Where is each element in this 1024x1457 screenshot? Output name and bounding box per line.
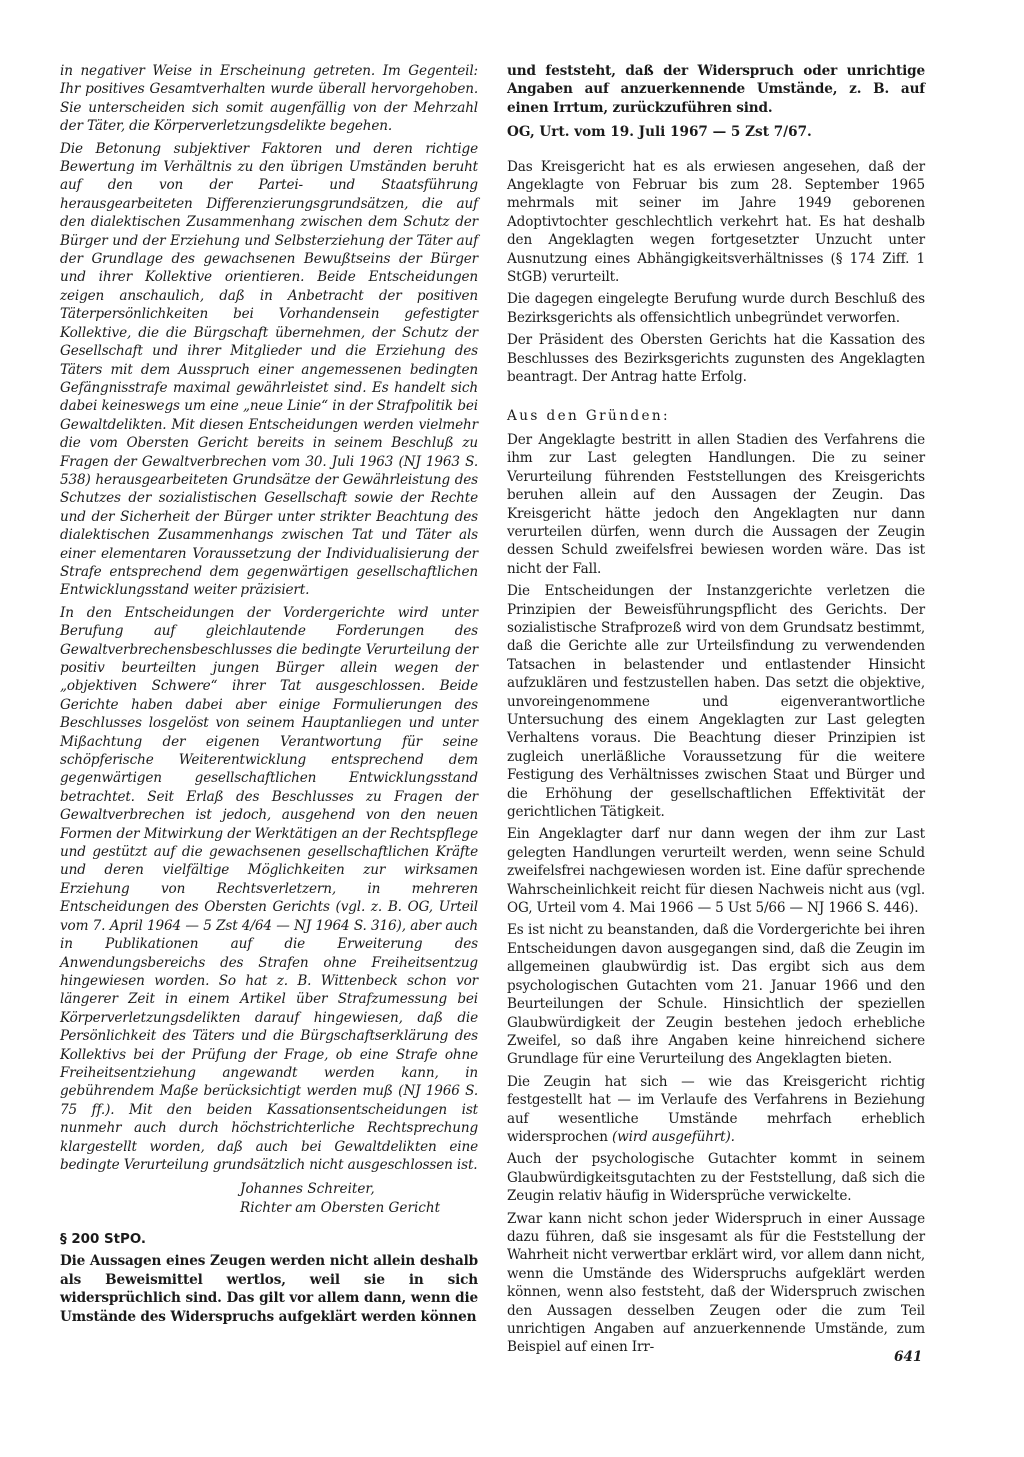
right-column <box>507 62 925 1361</box>
witness-paragraph-text: Die Zeugin hat sich — wie das Kreisgericht richtig festgestellt hat — im Verlaufe des Verfahrens in Beziehung auf wesentliche Umstände mehrfach erheblich widersprochen <box>507 1073 925 1145</box>
right-paragraph-8 <box>507 1073 925 1147</box>
omission-note: (wird ausgeführt). <box>611 1128 735 1145</box>
right-paragraph-6: Ein Angeklagter darf nur dann wegen der ihm zur Last gelegten Handlungen verurteilt werden, wenn seine Schuld zweifelsfrei nachgewiesen worden ist. Eine dafür sprechende Wahrscheinlichkeit reicht für diesen Nachweis nicht aus (vgl. OG, Urteil vom 4. Mai 1966 — 5 Ust 5/66 — NJ 1966 S. 446). <box>507 826 925 917</box>
page-number: 641 <box>894 1349 923 1365</box>
headnote: Die Aussagen eines Zeugen werden nicht allein deshalb als Beweismittel wertlos, weil sie in sich widersprüchlich sind. Das gilt vor allem dann, wenn die Umstände des Widerspruchs aufgeklärt werden können <box>60 1253 478 1325</box>
right-paragraph-5: Die Entscheidungen der Instanzgerichte verletzen die Prinzipien der Beweisführungspflicht des Gerichts. Der sozialistische Strafprozeß wird von dem Grundsatz bestimmt, daß die Gerichte alle zur Urteilsfindung zu verwendenden Tatsachen in belastender und entlastender Hinsicht aufzuklären und festzustellen haben. Das setzt die objektive, unvoreingenommene und eigenverantwortliche Untersuchung des einem Angeklagten zur Last gelegten Verhaltens voraus. Die Beachtung dieser Prinzipien ist zugleich unerläßliche Voraussetzung für die weitere Festigung des Verhältnisses zwischen Staat und Bürger und die Erhöhung der gesellschaftlichen Effektivität der gerichtlichen Tätigkeit. <box>507 583 925 821</box>
court-reference: OG, Urt. vom 19. Juli 1967 — 5 Zst 7/67. <box>507 124 812 141</box>
author-name: Johannes Schreiter, <box>240 1181 375 1198</box>
section-heading: § 200 StPO. <box>60 1232 147 1248</box>
author-signature <box>240 1180 478 1218</box>
left-paragraph-2: Die Betonung subjektiver Faktoren und deren richtige Bewertung im Verhältnis zu den übrigen Umständen beruht auf den von der Partei- und Staatsführung herausgearbeiteten Differenzierungsgrundsätzen, die auf den dialektischen Zusammenhang zwischen dem Schutz der Bürger und der Erziehung und Selbsterziehung der Täter auf der Grundlage des gewachsenen Bewußtseins der Bürger und ihrer Kollektive orientieren. Beide Entscheidungen zeigen anschaulich, daß in Anbetracht der positiven Täterpersönlichkeiten bei Vorhandensein gefestigter Kollektive, die die Bürgschaft übernehmen, der Schutz der Gesellschaft und ihrer Mitglieder und die Erziehung des Täters mit dem Ausspruch einer angemessenen bedingten Gefängnisstrafe maximal gewährleistet sind. Es handelt sich dabei keineswegs um eine „neue Linie“ in der Strafpolitik bei Gewaltdelikten. Mit diesen Entscheidungen werden vielmehr die vom Obersten Gericht bereits in seinem Beschluß zu Fragen der Gewaltverbrechen vom 30. Juli 1963 (NJ 1963 S. 538) herausgearbeiteten Grundsätze der Gewährleistung des Schutzes der sozialistischen Gesellschaft sowie der Rechte und der Sicherheit der Bürger unter strikter Beachtung des dialektischen Zusammenhangs zwischen Tat und Täter als einer elementaren Voraussetzung der Individualisierung der Strafe entsprechend dem gegenwärtigen gesellschaftlichen Entwicklungsstand weiter präzisiert. <box>60 140 478 599</box>
right-paragraph-2: Die dagegen eingelegte Berufung wurde durch Beschluß des Bezirksgerichts als offensichtlich unbegründet verworfen. <box>507 291 925 326</box>
right-paragraph-1: Das Kreisgericht hat es als erwiesen angesehen, daß der Angeklagte von Februar bis zum 28. September 1965 mehrmals mit seiner im Jahre 1949 geborenen Adoptivtochter geschlechtlich verkehrt hat. Es hat deshalb den Angeklagten wegen fortgesetzter Unzucht unter Ausnutzung eines Abhängigkeitsverhältnisses (§ 174 Ziff. 1 StGB) verurteilt. <box>507 158 925 286</box>
left-paragraph-3: In den Entscheidungen der Vordergerichte wird unter Berufung auf gleichlautende Forderungen des Gewaltverbrechensbeschlusses die bedingte Verurteilung der positiv beurteilten jungen Bürger allein wegen der „objektiven Schwere“ ihrer Tat ausgeschlossen. Beide Gerichte haben dabei aber einige Formulierungen des Beschlusses losgelöst von seinem Hauptanliegen und unter Mißachtung der eigenen Verantwortung für seine schöpferische Weiterentwicklung entsprechend dem gegenwärtigen gesellschaftlichen Entwicklungsstand betrachtet. Seit Erlaß des Beschlusses zu Fragen der Gewaltverbrechen ist jedoch, ausgehend von den neuen Formen der Mitwirkung der Werktätigen an der Rechtspflege und gestützt auf die gewachsenen gesellschaftlichen Kräfte und deren vielfältige Möglichkeiten zur wirksamen Erziehung von Rechtsverletzern, in mehreren Entscheidungen des Obersten Gerichts (vgl. z. B. OG, Urteil vom 7. April 1964 — 5 Zst 4/64 — NJ 1964 S. 316), aber auch in Publikationen auf die Erweiterung des Anwendungsbereichs des Strafen ohne Freiheitsentzug hingewiesen worden. So hat z. B. Wittenbeck schon vor längerer Zeit in einem Artikel über Strafzumessung bei Körperverletzungsdelikten darauf hingewiesen, daß die Persönlichkeit des Täters und die Bürgschaftserklärung des Kollektivs bei der Prüfung der Frage, ob eine Strafe ohne Freiheitsentziehung angewandt werden kann, in gebührendem Maße berücksichtigt werden muß (NJ 1966 S. 75 ff.). Mit den beiden Kassationsentscheidungen ist nunmehr auch durch höchstrichterliche Rechtsprechung klargestellt worden, daß auch bei Gewaltdelikten eine bedingte Verurteilung grundsätzlich nicht ausgeschlossen ist. <box>60 604 478 1173</box>
left-paragraph-1: in negativer Weise in Erscheinung getreten. Im Gegenteil: Ihr positives Gesamtverhalten wurde überall hervorgehoben. Sie unterscheiden sich somit augenfällig von der Mehrzahl der Täter, die Körperverletzungsdelikte begehen. <box>60 63 478 135</box>
headnote-continued: und feststeht, daß der Widerspruch oder unrichtige Angaben auf anzuerkennende Umstände, z. B. auf einen Irrtum, zurückzuführen sind. <box>507 63 925 116</box>
reasons-heading: Aus den Gründen: <box>507 407 671 424</box>
right-paragraph-9: Auch der psychologische Gutachter kommt in seinem Glaubwürdigkeitsgutachten zu der Feststellung, daß sich die Zeugin relativ häufig in Widersprüche verwickelte. <box>507 1151 925 1205</box>
author-title: Richter am Obersten Gericht <box>240 1200 441 1217</box>
right-paragraph-10: Zwar kann nicht schon jeder Widerspruch in einer Aussage dazu führen, daß sie insgesamt als für die Feststellung der Wahrheit nicht verwertbar erklärt wird, vor allem dann nicht, wenn die Umstände des Widerspruchs aufgeklärt werden können, wenn also feststeht, daß der Widerspruch zwischen den Aussagen desselben Zeugen oder die zum Teil unrichtigen Angaben auf anzuerkennende Umstände, zum Beispiel auf einen Irr- <box>507 1210 925 1356</box>
left-column <box>60 62 478 1330</box>
right-paragraph-4: Der Angeklagte bestritt in allen Stadien des Verfahrens die ihm zur Last gelegten Handlungen. Die zu seiner Verurteilung führenden Feststellungen des Kreisgerichts beruhen allein auf den Aussagen der Zeugin. Das Kreisgericht hätte jedoch den Angeklagten nur dann verurteilen dürfen, wenn durch die Aussagen der Zeugin dessen Schuld zweifelsfrei bewiesen worden wäre. Das ist nicht der Fall. <box>507 431 925 577</box>
right-paragraph-7: Es ist nicht zu beanstanden, daß die Vordergerichte bei ihren Entscheidungen davon ausgegangen sind, daß die Zeugin im allgemeinen glaubwürdig ist. Das ergibt sich aus dem psychologischen Gutachten vom 21. Januar 1966 und den Beurteilungen der Schule. Hinsichtlich der speziellen Glaubwürdigkeit der Zeugin bestehen jedoch erhebliche Zweifel, so daß ihre Angaben keine hinreichend sichere Grundlage für eine Verurteilung des Angeklagten bieten. <box>507 922 925 1068</box>
right-paragraph-3: Der Präsident des Obersten Gerichts hat die Kassation des Beschlusses des Bezirksgerichts zugunsten des Angeklagten beantragt. Der Antrag hatte Erfolg. <box>507 332 925 386</box>
